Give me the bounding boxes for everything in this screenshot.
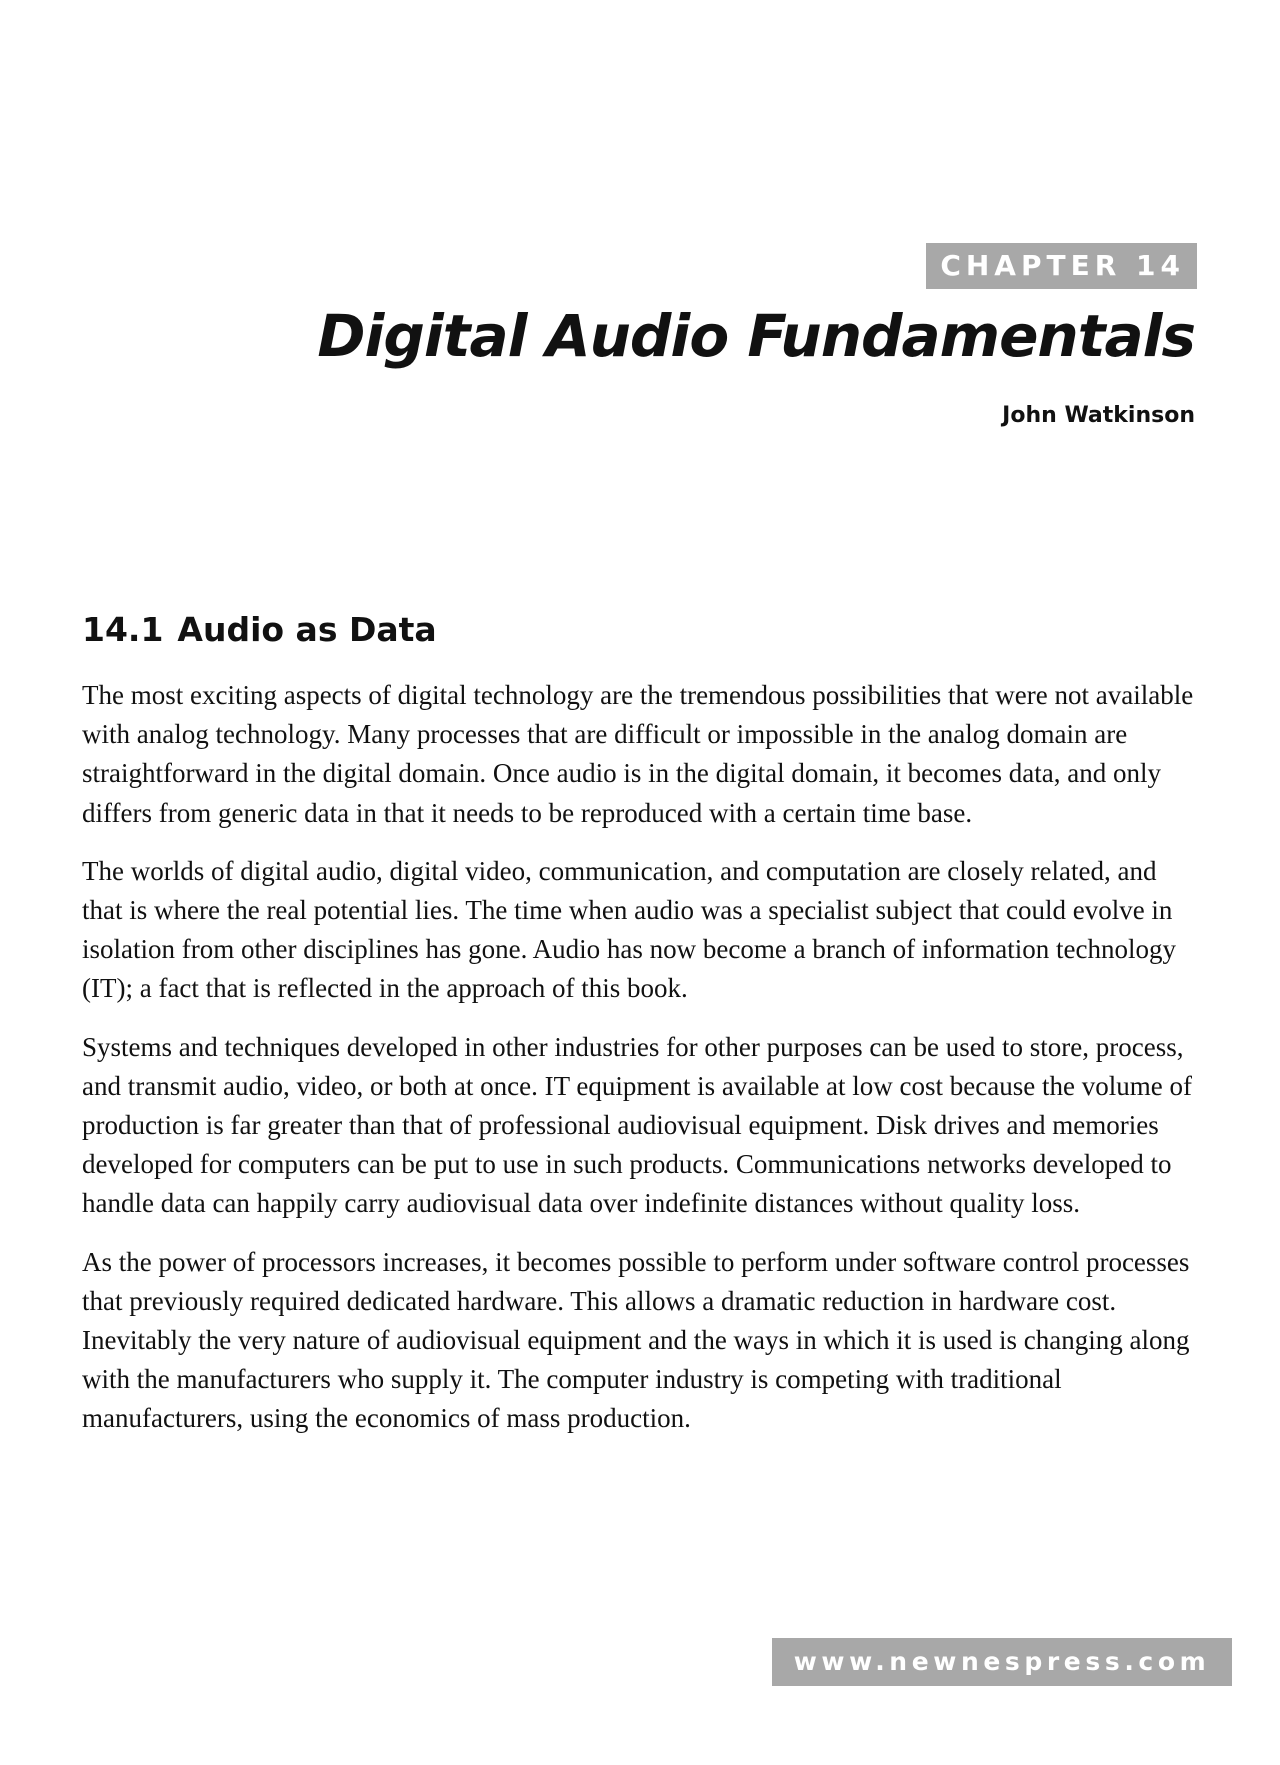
chapter-title: Digital Audio Fundamentals	[317, 302, 1195, 370]
chapter-label: CHAPTER 14	[926, 243, 1197, 289]
section-title: Audio as Data	[177, 610, 437, 649]
publisher-website: www.newnespress.com	[772, 1638, 1232, 1686]
body-paragraph: The worlds of digital audio, digital video, communication, and computation are closely related, and that is where the real potential lies. The time when audio was a specialist subject that could evolve in isolation from other disciplines has gone. Audio has now become a branch of information technology (IT); a fact that is reflected in the approach of this book.	[82, 855, 1177, 1004]
section-heading	[82, 610, 437, 649]
section-number: 14.1	[82, 610, 164, 649]
body-paragraph: The most exciting aspects of digital technology are the tremendous possibilities that were not available with analog technology. Many processes that are difficult or impossible in the analog domain are straightforward in the digital domain. Once audio is in the digital domain, it becomes data, and only differs from generic data in that it needs to be reproduced with a certain time base.	[82, 680, 1194, 828]
author-name: John Watkinson	[1002, 403, 1195, 428]
body-paragraph: Systems and techniques developed in other industries for other purposes can be used to store, process, and transmit audio, video, or both at once. IT equipment is available at low cost because the volume of production is far greater than that of professional audiovisual equipment. Disk drives and memories developed for computers can be put to use in such products. Communications networks developed to handle data can happily carry audiovisual data over indefinite distances without quality loss.	[82, 1031, 1192, 1219]
section-body	[82, 676, 1202, 1458]
body-paragraph: As the power of processors increases, it becomes possible to perform under software control processes that previously required dedicated hardware. This allows a dramatic reduction in hardware cost. Inevitably the very nature of audiovisual equipment and the ways in which it is used is changing along with the manufacturers who supply it. The computer industry is competing with traditional manufacturers, using the economics of mass production.	[82, 1246, 1190, 1434]
